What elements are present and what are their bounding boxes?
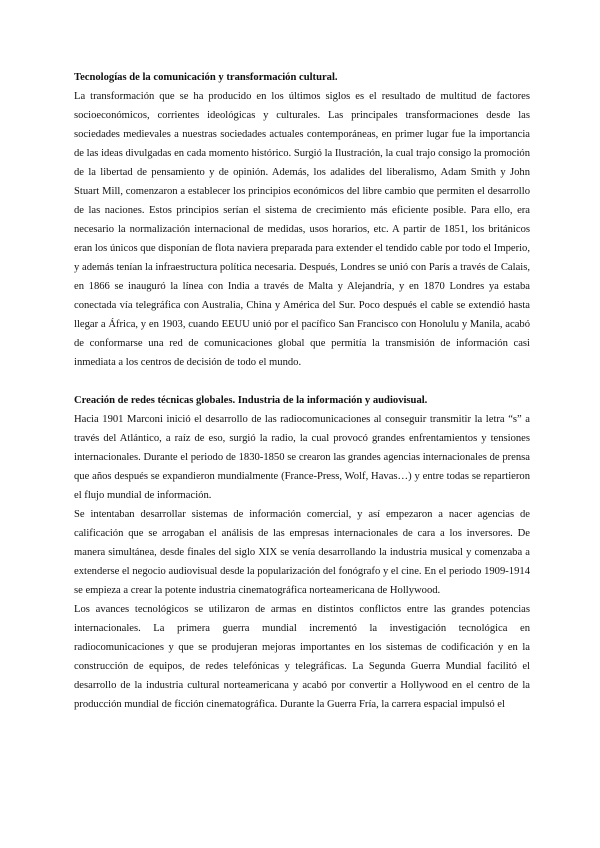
- section-heading-technologies: Tecnologías de la comunicación y transformación cultural.: [74, 72, 338, 83]
- paragraph-cultural-transformation: La transformación que se ha producido en los últimos siglos es el resultado de multitud de factores socioeconómicos, corrientes ideológicas y culturales. Las principales transformaciones desde las sociedades medievales a nuestras sociedades actuales contemporáneas, en primer lugar fue la importancia de las ideas divulgadas en cada momento histórico. Surgió la Ilustración, la cual trajo consigo la promoción de la libertad de pensamiento y de opinión. Además, los adalides del liberalismo, Adam Smith y John Stuart Mill, comenzaron a establecer los principios económicos del libre cambio que permiten el desarrollo de las naciones. Estos principios serían el sistema de crecimiento más eficiente posible. Para ello, era necesario la normalización internacional de medidas, usos horarios, etc. A partir de 1851, los británicos eran los únicos que disponían de flota naviera preparada para extender el tendido cable por todo el Imperio, y además tenían la infraestructura política necesaria. Después, Londres se unió con París a través de Calais, en 1866 se inauguró la línea con India a través de Malta y Alejandría, y en 1870 Londres ya estaba conectada vía telegráfica con Australia, China y América del Sur. Poco después el cable se extendió hasta llegar a África, y en 1903, cuando EEUU unió por el pacífico San Francisco con Honolulu y Manila, acabó de conformarse una red de comunicaciones global que permitía la transmisión de información casi inmediata a los centros de decisión de todo el mundo.: [74, 91, 530, 368]
- paragraph-technological-advances: Los avances tecnológicos se utilizaron de armas en distintos conflictos entre las grandes potencias internacionales. La primera guerra mundial incrementó la investigación tecnológica en radiocomunicaciones y que se produjeran mejoras importantes en los sistemas de codificación y en la construcción de equipos, de redes telefónicas y telegráficas. La Segunda Guerra Mundial facilitó el desarrollo de la industria cultural norteamericana y acabó por convertir a Hollywood en el centro de la producción mundial de ficción cinematográfica. Durante la Guerra Fría, la carrera espacial impulsó el: [74, 604, 530, 710]
- paragraph-information-industry: Se intentaban desarrollar sistemas de información comercial, y así empezaron a nacer agencias de calificación que se arrogaban el análisis de las empresas internacionales de cara a los inversores. De manera simultánea, desde finales del siglo XIX se venía desarrollando la industria musical y comenzaba a extenderse el negocio audiovisual desde la popularización del fonógrafo y el cine. En el periodo 1909-1914 se empieza a crear la potente industria cinematográfica norteamericana de Hollywood.: [74, 509, 530, 596]
- section-heading-global-networks: Creación de redes técnicas globales. Industria de la información y audiovisual.: [74, 395, 428, 406]
- paragraph-radiocommunications: Hacia 1901 Marconi inició el desarrollo de las radiocomunicaciones al conseguir transmitir la letra “s” a través del Atlántico, a raíz de eso, surgió la radio, la cual provocó grandes enfrentamientos y tensiones internacionales. Durante el periodo de 1830-1850 se crearon las grandes agencias internacionales de prensa que años después se expandieron mundialmente (France-Press, Wolf, Havas…) y entre todas se repartieron el flujo mundial de información.: [74, 414, 530, 501]
- section-spacer: [74, 372, 530, 391]
- document-page: [74, 68, 530, 714]
